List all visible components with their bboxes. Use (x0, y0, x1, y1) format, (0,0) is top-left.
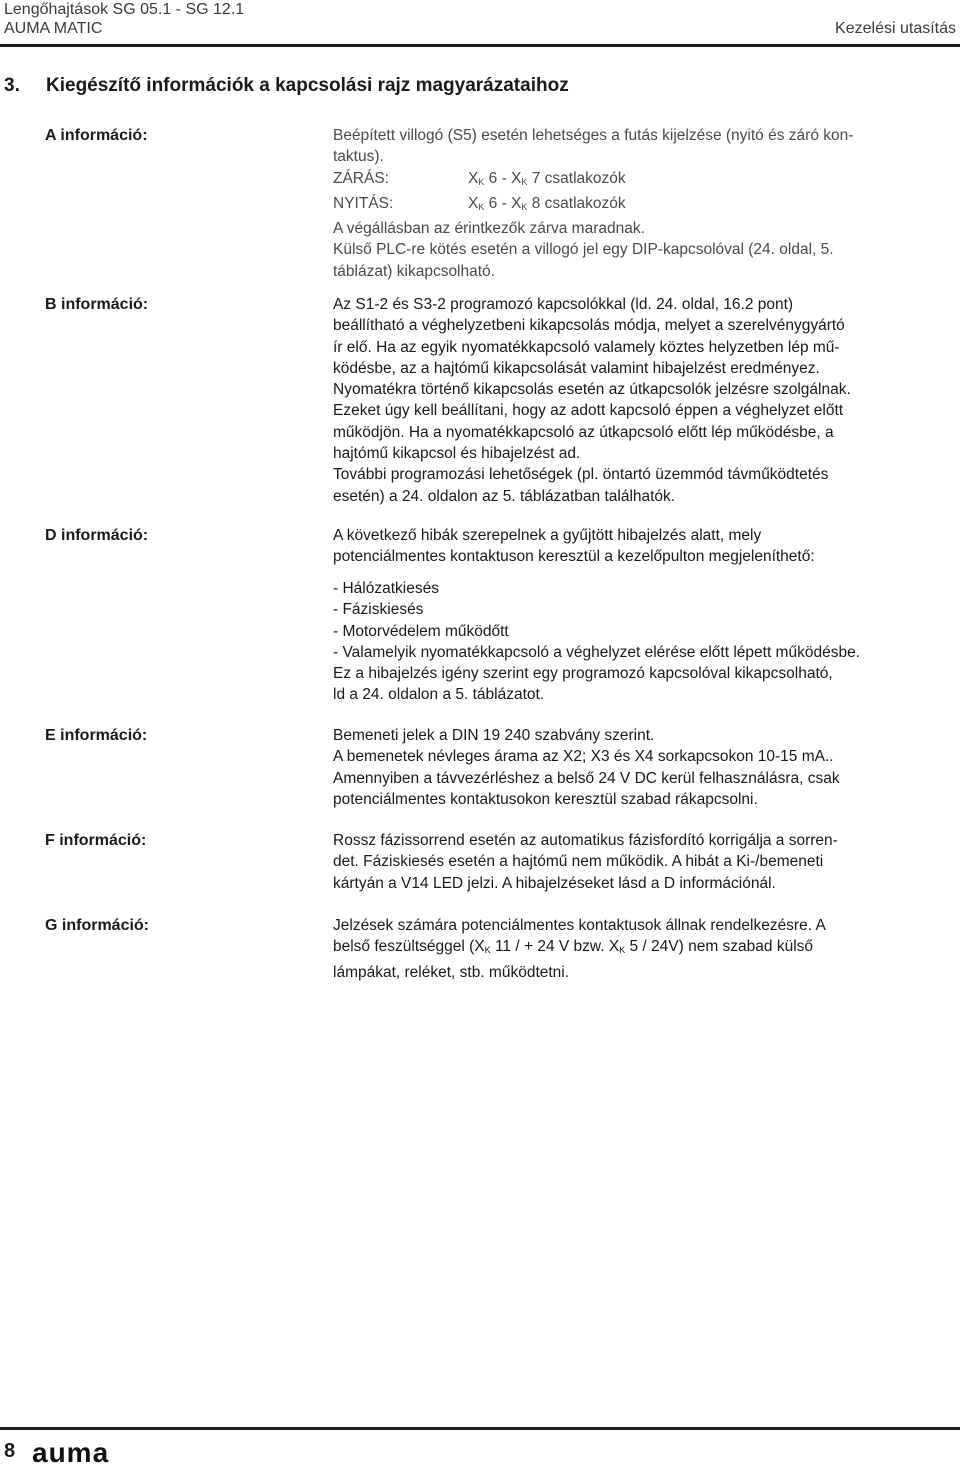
nyitas-label: NYITÁS: (333, 194, 394, 212)
info-g-line: belső feszültséggel ($X_K$ 11 / + 24 V bzw. $X_K$ 5 / 24V) nem szabad külső (333, 938, 814, 956)
footer-rule (0, 1427, 960, 1430)
info-b-line: esetén) a 24. oldalon az 5. táblázatban találhatók. (333, 487, 676, 505)
info-b-line: Ezeket úgy kell beállítani, hogy az adott kapcsoló éppen a véghelyzet előtt (333, 402, 844, 420)
label-info-f: F információ: (45, 832, 147, 849)
info-b-line: ír elő. Ha az egyik nyomatékkapcsoló valamely köztes helyzetben lép mű- (333, 338, 840, 356)
info-d-error-list (333, 578, 955, 706)
zaras-label: ZÁRÁS: (333, 169, 389, 187)
info-d-line: ld a 24. oldalon a 5. táblázatot. (333, 686, 545, 704)
list-item: - Hálózatkiesés (333, 580, 439, 597)
info-f-line: det. Fáziskiesés esetén a hajtómű nem működik. A hibát a Ki-/bemeneti (333, 853, 824, 871)
list-item: - Valamelyik nyomatékkapcsoló a véghelyzet elérése előtt lépett működésbe. (333, 643, 860, 661)
info-g-line: lámpákat, reléket, stb. működtetni. (333, 963, 570, 981)
info-b-block (333, 294, 955, 507)
label-info-g: G információ: (45, 917, 150, 934)
info-b-line: működjön. Ha a nyomatékkapcsoló az útkapcsoló előtt lép működésbe, a (333, 423, 834, 441)
info-d-intro (333, 525, 955, 568)
info-b-line: Nyomatékra történő kikapcsolás esetén az útkapcsolók jelzésre szolgálnak. (333, 381, 851, 399)
info-a-line: táblázat) kikapcsolható. (333, 262, 495, 280)
info-b-line: További programozási lehetőségek (pl. öntartó üzemmód távműködtetés (333, 466, 829, 484)
info-d-line: A következő hibák szerepelnek a gyűjtött hibajelzés alatt, mely (333, 527, 762, 544)
info-b-line: Az S1-2 és S3-2 programozó kapcsolókkal (ld. 24. oldal, 16.2 pont) (333, 296, 794, 313)
info-a-zaras: ZÁRÁS: $X_K$ $6 - X_K$ 7 csatlakozók (333, 168, 955, 193)
header-product-name: AUMA MATIC (4, 20, 103, 37)
info-a-line: Külső PLC-re kötés esetén a villogó jel egy DIP-kapcsolóval (24. oldal, 5. (333, 241, 834, 259)
info-f-line: Rossz fázissorrend esetén az automatikus fázisfordító korrigálja a sorren- (333, 832, 838, 849)
info-a-line: taktus). (333, 148, 384, 166)
section-title: Kiegészítő információk a kapcsolási rajz magyarázataihoz (46, 75, 569, 96)
page-number: 8 (4, 1440, 16, 1462)
info-b-line: hajtómű kikapcsol és hibajelzést ad. (333, 445, 581, 463)
info-d-line: Ez a hibajelzés igény szerint egy programozó kapcsolóval kikapcsolható, (333, 665, 833, 683)
label-info-a: A információ: (45, 127, 148, 144)
info-a-block (333, 125, 955, 282)
info-e-line: A bemenetek névleges árama az X2; X3 és X4 sorkapcsokon 10-15 mA.. (333, 748, 834, 766)
label-info-b: B információ: (45, 296, 149, 313)
info-a-nyitas: NYITÁS: $X_K$ $6 - X_K$ 8 csatlakozók (333, 193, 955, 218)
info-f-line: kártyán a V14 LED jelzi. A hibajelzéseket lásd a D információnál. (333, 874, 776, 892)
info-e-block (333, 725, 955, 810)
auma-logo (30, 1440, 130, 1466)
info-e-line: potenciálmentes kontaktusokon keresztül szabad rákapcsolni. (333, 790, 758, 808)
info-f-block (333, 830, 955, 894)
label-info-e: E információ: (45, 727, 148, 744)
info-e-line: Bemeneti jelek a DIN 19 240 szabvány szerint. (333, 727, 655, 744)
info-b-line: ködésbe, az a hajtómű kikapcsolását valamint hibajelzést eredményez. (333, 359, 820, 377)
header-document-title: Lengőhajtások SG 05.1 - SG 12.1 (4, 1, 245, 18)
info-g-block (333, 915, 955, 983)
logo-text: auma (32, 1440, 110, 1466)
info-d-line: potenciálmentes kontaktuson keresztül a kezelőpulton megjeleníthető: (333, 548, 815, 566)
info-a-line: A végállásban az érintkezők zárva maradnak. (333, 220, 645, 238)
info-a-line: Beépített villogó (S5) esetén lehetséges a futás kijelzése (nyitó és záró kon- (333, 127, 854, 144)
list-item: - Motorvédelem működőtt (333, 622, 509, 640)
label-info-d: D információ: (45, 527, 149, 544)
section-number: 3. (4, 75, 20, 96)
list-item: - Fáziskiesés (333, 601, 424, 619)
info-b-line: beállítható a véghelyzetbeni kikapcsolás módja, melyet a szerelvénygyártó (333, 317, 845, 335)
header-rule (0, 44, 960, 47)
header-document-type: Kezelési utasítás (835, 20, 956, 37)
info-e-line: Amennyiben a távvezérléshez a belső 24 V DC kerül felhasználásra, csak (333, 769, 840, 787)
section-heading (4, 75, 569, 97)
info-g-line: Jelzések számára potenciálmentes kontaktusok állnak rendelkezésre. A (333, 917, 826, 934)
